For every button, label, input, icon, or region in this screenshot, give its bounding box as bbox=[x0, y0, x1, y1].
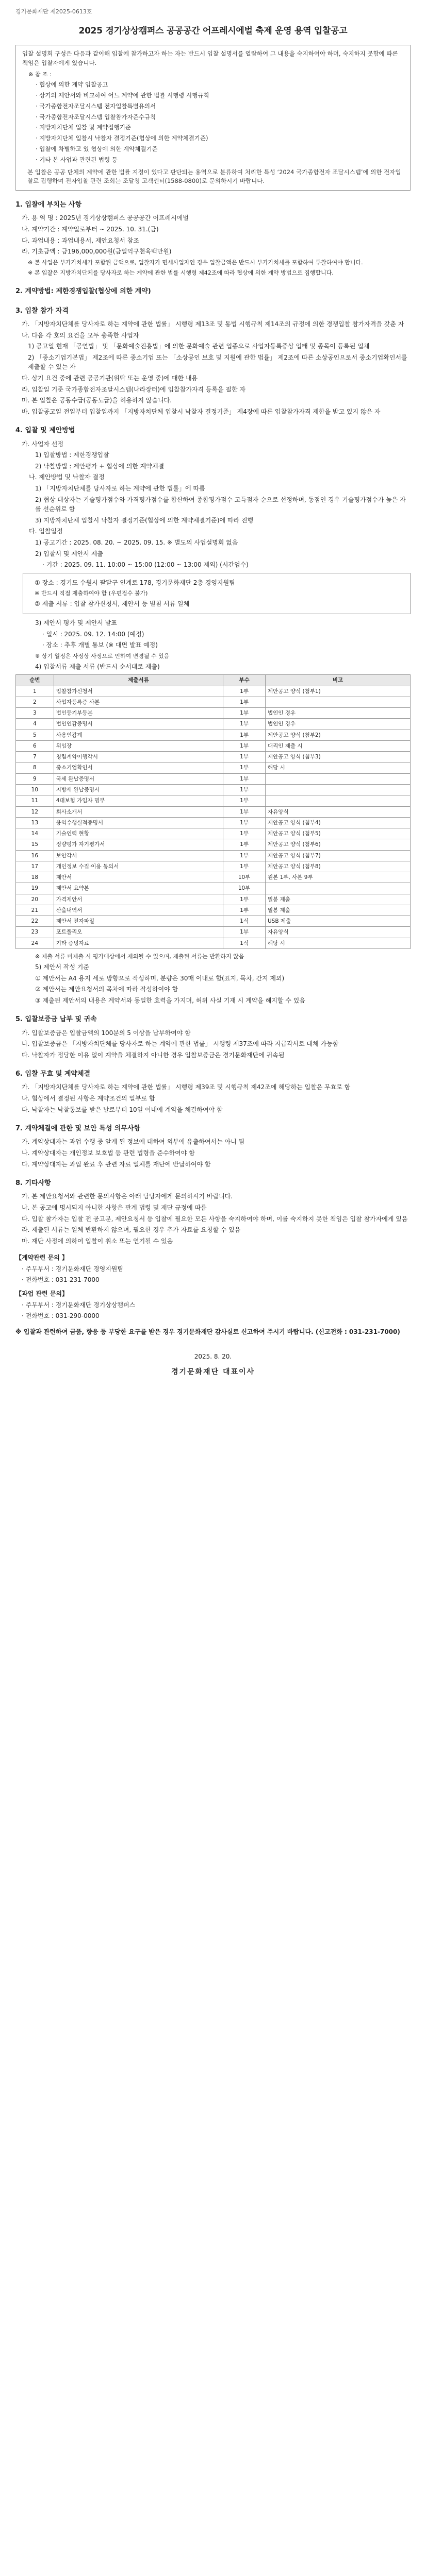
table-cell: 21 bbox=[16, 905, 54, 916]
section-7-item: 다. 계약상대자는 과업 완료 후 관련 자료 일체를 재단에 반납하여야 함 bbox=[22, 1160, 211, 1168]
table-cell: 16 bbox=[16, 850, 54, 861]
table-row bbox=[16, 719, 411, 730]
notice-item: · 상기의 제안서와 비교하여 어느 계약에 관한 법률 시행령 시행규칙 bbox=[36, 91, 209, 99]
table-cell: 법인인 경우 bbox=[265, 708, 410, 719]
section-3-item: 나. 다음 각 호의 요건을 모두 충족한 사업자 bbox=[22, 331, 139, 339]
notice-box bbox=[15, 45, 411, 191]
table-row bbox=[16, 752, 411, 762]
table-row bbox=[16, 795, 411, 806]
table-cell: 4대보험 가입자 명부 bbox=[54, 795, 223, 806]
table-row bbox=[16, 894, 411, 905]
table-cell: USB 제출 bbox=[265, 916, 410, 927]
table-cell: 13 bbox=[16, 817, 54, 828]
table-cell: 국세 완납증명서 bbox=[54, 773, 223, 784]
section-2-title: 2. 계약방법: 제한경쟁입찰(협상에 의한 계약) bbox=[15, 287, 151, 295]
table-row bbox=[16, 883, 411, 894]
notice-items bbox=[22, 70, 404, 165]
table-cell: 원본 1부, 사본 9부 bbox=[265, 872, 410, 883]
table-row bbox=[16, 785, 411, 795]
table-header-cell: 제출서류 bbox=[54, 675, 223, 686]
section-5-item: 나. 입찰보증금은 「지방자치단체를 당사자로 하는 계약에 관한 법률」 시행령 제37조에 따라 지급각서로 대체 가능함 bbox=[22, 1040, 339, 1048]
table-header-cell: 순번 bbox=[16, 675, 54, 686]
table-cell: 기타 증빙자료 bbox=[54, 938, 223, 948]
table-cell: 입찰참가신청서 bbox=[54, 686, 223, 697]
table-cell: 14 bbox=[16, 828, 54, 839]
table-cell: 지방세 완납증명서 bbox=[54, 785, 223, 795]
table-row bbox=[16, 817, 411, 828]
contact-warning: ※ 입찰과 관련하여 금품, 향응 등 부당한 요구를 받은 경우 경기문화재단 감사실로 신고하여 주시기 바랍니다. (신고전화 : 031-231-7000) bbox=[15, 1328, 400, 1335]
table-cell: 1부 bbox=[223, 708, 266, 719]
table-row bbox=[16, 806, 411, 817]
section-3-item: 라. 입찰일 기준 국가종합전자조달시스템(나라장터)에 입찰참가자격 등록을 필한 자 bbox=[22, 385, 246, 393]
contact-org-2: · 주무부서 : 경기문화재단 경기상상캠퍼스 bbox=[22, 1301, 136, 1309]
table-cell: 11 bbox=[16, 795, 54, 806]
section-8-item: 가. 본 제안요청서와 관련한 문의사항은 아래 담당자에게 문의하시기 바랍니다. bbox=[22, 1193, 233, 1200]
table-cell: 1식 bbox=[223, 916, 266, 927]
table-row bbox=[16, 927, 411, 938]
section-3-items bbox=[22, 319, 411, 416]
table-cell: 8 bbox=[16, 762, 54, 773]
table-cell: 제안공고 양식 (첨부7) bbox=[265, 850, 410, 861]
section-4-item: · 기간 : 2025. 09. 11. 10:00 ~ 15:00 (12:00 ~ 13:00 제외) (시간엄수) bbox=[42, 561, 249, 569]
table-cell: 1부 bbox=[223, 773, 266, 784]
table-cell: 1부 bbox=[223, 762, 266, 773]
section-4-item: 1) 공고기간 : 2025. 08. 20. ~ 2025. 09. 15. ※ 별도의 사업설명회 없음 bbox=[35, 538, 238, 546]
evaluation-item: ※ 상기 일정은 사정상 사정으로 인하여 변경될 수 있음 bbox=[35, 652, 170, 659]
table-cell: 17 bbox=[16, 861, 54, 872]
table-cell: 법인인 경우 bbox=[265, 719, 410, 730]
table-cell: 1부 bbox=[223, 927, 266, 938]
table-cell: 5 bbox=[16, 730, 54, 740]
section-6-items bbox=[22, 1082, 411, 1114]
table-cell: 1부 bbox=[223, 730, 266, 740]
table-cell: 1부 bbox=[223, 850, 266, 861]
section-3-item: 다. 상기 요건 중에 관련 공공기관(위탁 또는 운영 중)에 대한 내용 bbox=[22, 375, 198, 382]
section-4-after-item: ③ 제출된 제안서의 내용은 계약서와 동일한 효력을 가지며, 허위 사실 기재 시 계약을 해지할 수 있음 bbox=[35, 996, 305, 1004]
table-cell: 24 bbox=[16, 938, 54, 948]
submission-location-box bbox=[23, 573, 411, 614]
table-cell: 사업자등록증 사본 bbox=[54, 697, 223, 707]
table-row bbox=[16, 872, 411, 883]
table-row bbox=[16, 740, 411, 751]
evaluation-items bbox=[29, 618, 411, 671]
section-4-after-item: ※ 제출 서류 미제출 시 평가대상에서 제외될 수 있으며, 제출된 서류는 반환하지 않음 bbox=[35, 953, 244, 960]
document-title: 2025 경기상상캠퍼스 공공공간 어프레시에벌 축제 운영 용역 입찰공고 bbox=[78, 26, 348, 37]
contact-tel-2: · 전화번호 : 031-290-0000 bbox=[22, 1312, 100, 1320]
section-8-item: 나. 본 공고에 명시되지 아니한 사항은 관계 법령 및 재단 규정에 따름 bbox=[22, 1204, 207, 1211]
section-5-title: 5. 입찰보증금 납부 및 귀속 bbox=[15, 1015, 97, 1024]
table-cell: 밀봉 제출 bbox=[265, 905, 410, 916]
table-row bbox=[16, 828, 411, 839]
document-date: 2025. 8. 20. bbox=[194, 1353, 232, 1361]
table-row bbox=[16, 773, 411, 784]
table-cell: 1부 bbox=[223, 686, 266, 697]
table-cell: 1부 bbox=[223, 752, 266, 762]
table-row bbox=[16, 708, 411, 719]
table-cell: 대리인 제출 시 bbox=[265, 740, 410, 751]
section-1-item: 가. 용 역 명 : 2025년 경기상상캠퍼스 공공공간 어프레시에벌 bbox=[22, 214, 189, 222]
table-header-cell: 부수 bbox=[223, 675, 266, 686]
table-cell: 제안공고 양식 (첨부4) bbox=[265, 817, 410, 828]
table-cell: 1부 bbox=[223, 894, 266, 905]
section-4-after-item: ① 제안서는 A4 용지 세로 방향으로 작성하며, 분량은 30매 이내로 함(표지, 목차, 간지 제외) bbox=[35, 974, 285, 982]
table-header-row bbox=[16, 675, 411, 686]
section-7-title: 7. 계약체결에 관한 및 보안 특성 의무사항 bbox=[15, 1125, 141, 1133]
document-number: 경기문화재단 제2025-0613호 bbox=[15, 8, 92, 15]
section-3-title: 3. 입찰 참가 자격 bbox=[15, 307, 69, 315]
section-4-after-item: ② 제안서는 제안요청서의 목차에 따라 작성하여야 함 bbox=[35, 986, 178, 993]
section-1-title: 1. 입찰에 부치는 사항 bbox=[15, 201, 82, 209]
notice-item: · 국가종합전자조달시스템 전자입찰특별유의서 bbox=[36, 102, 156, 110]
table-cell: 22 bbox=[16, 916, 54, 927]
table-cell: 위임장 bbox=[54, 740, 223, 751]
table-cell bbox=[265, 773, 410, 784]
table-row bbox=[16, 762, 411, 773]
section-1-item: 나. 계약기간 : 계약일로부터 ~ 2025. 10. 31.(금) bbox=[22, 225, 159, 233]
table-cell: 2 bbox=[16, 697, 54, 707]
section-4-item: 1) 「지방자치단체를 당사자로 하는 계약에 관한 법률」에 따름 bbox=[35, 484, 205, 492]
section-1-item: 다. 과업내용 : 과업내용서, 제안요청서 참조 bbox=[22, 236, 139, 244]
table-cell: 3 bbox=[16, 708, 54, 719]
section-4-item: 2) 협상 대상자는 기술평가점수와 가격평가점수를 합산하여 종합평가점수 고득점자 순으로 선정하며, 동점인 경우 기술평가점수가 높은 자를 선순위로 함 bbox=[35, 496, 406, 513]
table-cell: 1부 bbox=[223, 861, 266, 872]
document-page bbox=[15, 0, 411, 1399]
section-7-item: 가. 계약상대자는 과업 수행 중 알게 된 정보에 대하여 외부에 유출하여서는 아니 됨 bbox=[22, 1138, 245, 1146]
table-cell: 제안공고 양식 (첨부2) bbox=[265, 730, 410, 740]
table-cell: 정량평가 자기평가서 bbox=[54, 839, 223, 850]
table-cell: 15 bbox=[16, 839, 54, 850]
section-4-after-items bbox=[29, 952, 411, 1005]
section-5-items bbox=[22, 1028, 411, 1060]
submission-location-item: ① 장소 : 경기도 수원시 팔달구 인계로 178, 경기문화재단 2층 경영지원팀 bbox=[35, 579, 235, 586]
table-cell: 10 bbox=[16, 785, 54, 795]
notice-item: · 협상에 의한 계약 입찰공고 bbox=[36, 81, 108, 89]
table-cell: 7 bbox=[16, 752, 54, 762]
section-6-item: 가. 「지방자치단체를 당사자로 하는 계약에 관한 법률」 시행령 제39조 및 시행규칙 제42조에 해당하는 입찰은 무효로 함 bbox=[22, 1083, 351, 1091]
table-cell bbox=[265, 883, 410, 894]
table-cell: 10부 bbox=[223, 883, 266, 894]
section-8-item: 라. 제출된 서류는 일체 반환하지 않으며, 필요한 경우 추가 자료를 요청할 수 있음 bbox=[22, 1226, 241, 1234]
evaluation-item: 3) 제안서 평가 및 제안서 발표 bbox=[35, 619, 117, 626]
section-4-item: 1) 입찰방법 : 제한경쟁입찰 bbox=[35, 451, 109, 459]
table-cell: 기술인력 현황 bbox=[54, 828, 223, 839]
section-1-item: 라. 기초금액 : 금196,000,000원(금일억구천육백만원) bbox=[22, 248, 172, 256]
evaluation-item: 4) 입찰서류 제출 서류 (반드시 순서대로 제출) bbox=[35, 663, 160, 670]
table-cell: 9 bbox=[16, 773, 54, 784]
section-1-items bbox=[22, 213, 411, 277]
table-header-cell: 비고 bbox=[265, 675, 410, 686]
table-cell: 사용인감계 bbox=[54, 730, 223, 740]
table-body bbox=[16, 686, 411, 948]
table-cell: 중소기업확인서 bbox=[54, 762, 223, 773]
table-cell: 제안공고 양식 (첨부6) bbox=[265, 839, 410, 850]
section-8-item: 마. 재단 사정에 의하여 입찰이 취소 또는 연기될 수 있음 bbox=[22, 1237, 173, 1245]
table-cell: 보안각서 bbox=[54, 850, 223, 861]
section-7-item: 나. 계약상대자는 개인정보 보호법 등 관련 법령을 준수하여야 함 bbox=[22, 1149, 195, 1157]
section-4-item: 나. 제안방법 및 낙찰자 결정 bbox=[29, 473, 105, 481]
section-4-items bbox=[29, 450, 411, 570]
table-cell: 1부 bbox=[223, 828, 266, 839]
table-cell: 1부 bbox=[223, 795, 266, 806]
section-4-item: 다. 입찰일정 bbox=[29, 528, 63, 535]
notice-item: · 입찰에 차별하고 있 협상에 의한 계약체결기준 bbox=[36, 145, 158, 152]
section-3-item: 바. 입찰공고일 전일부터 입찰일까지 「지방자치단체 입찰시 낙찰자 결정기준」 제4장에 따른 입찰참가자격 제한을 받고 있지 않은 자 bbox=[22, 408, 381, 415]
table-cell: 가격제안서 bbox=[54, 894, 223, 905]
table-cell: 제안공고 양식 (첨부3) bbox=[265, 752, 410, 762]
contact-org-1: · 주무부서 : 경기문화재단 경영지원팀 bbox=[22, 1265, 123, 1273]
notice-note: 본 입찰은 공공 단체의 계약에 관한 법률 지정이 있다고 판단되는 용역으로 분류하여 처리한 특성 ‘2024 국가종합전자 조달시스템’에 의한 전자입찰로 집행하며 전자입찰 관련 조회는 조달청 고객센터(1588-0800)로 문의하시기 바랍니다. bbox=[27, 168, 401, 185]
contact-tel-1: · 전화번호 : 031-231-7000 bbox=[22, 1276, 100, 1284]
section-4-item: 3) 지방자치단체 입찰시 낙찰자 결정기준(협상에 의한 계약체결기준)에 따라 진행 bbox=[35, 516, 254, 524]
table-cell: 23 bbox=[16, 927, 54, 938]
submission-location-items bbox=[28, 578, 405, 609]
table-cell: 포트폴리오 bbox=[54, 927, 223, 938]
table-cell: 20 bbox=[16, 894, 54, 905]
table-cell: 4 bbox=[16, 719, 54, 730]
section-5-item: 다. 낙찰자가 정당한 이유 없이 계약을 체결하지 아니한 경우 입찰보증금은 경기문화재단에 귀속됨 bbox=[22, 1051, 285, 1059]
section-5-item: 가. 입찰보증금은 입찰금액의 100분의 5 이상을 납부하여야 함 bbox=[22, 1029, 191, 1037]
table-cell: 산출내역서 bbox=[54, 905, 223, 916]
table-cell: 제안공고 양식 (첨부8) bbox=[265, 861, 410, 872]
table-cell: 1부 bbox=[223, 697, 266, 707]
contact-title-2: 【과업 관련 문의】 bbox=[15, 1290, 68, 1298]
table-row bbox=[16, 839, 411, 850]
table-cell: 해당 시 bbox=[265, 762, 410, 773]
table-cell: 회사소개서 bbox=[54, 806, 223, 817]
table-cell: 1부 bbox=[223, 785, 266, 795]
table-cell: 19 bbox=[16, 883, 54, 894]
contact-block bbox=[15, 1253, 411, 1336]
notice-intro: 입찰 설명회 구성은 다음과 같이해 입찰에 참가하고자 하는 자는 반드시 입찰 설명서를 열람하여 그 내용을 숙지하여야 하며, 숙지하지 못함에 따른 책임은 입찰자에게 있습니다. bbox=[22, 50, 398, 67]
table-cell: 1부 bbox=[223, 817, 266, 828]
section-4-sub-a: 가. 사업자 선정 bbox=[22, 440, 63, 448]
table-cell: 10부 bbox=[223, 872, 266, 883]
table-row bbox=[16, 905, 411, 916]
table-cell: 용역수행실적증명서 bbox=[54, 817, 223, 828]
table-row bbox=[16, 697, 411, 707]
notice-item: · 국가종합전자조달시스템 입찰참가자준수규칙 bbox=[36, 113, 156, 121]
table-row bbox=[16, 850, 411, 861]
table-cell: 1부 bbox=[223, 806, 266, 817]
table-row bbox=[16, 916, 411, 927]
section-8-items bbox=[22, 1192, 411, 1246]
table-row bbox=[16, 730, 411, 740]
table-row bbox=[16, 686, 411, 697]
table-cell: 1부 bbox=[223, 740, 266, 751]
table-cell: 1부 bbox=[223, 719, 266, 730]
section-8-title: 8. 기타사항 bbox=[15, 1179, 51, 1188]
table-cell: 제안서 전자파일 bbox=[54, 916, 223, 927]
table-cell: 개인정보 수집·이용 동의서 bbox=[54, 861, 223, 872]
section-4-item: 2) 낙찰방법 : 제안평가 + 협상에 의한 계약체결 bbox=[35, 462, 165, 470]
table-cell: 1 bbox=[16, 686, 54, 697]
table-cell bbox=[265, 795, 410, 806]
section-6-item: 나. 협상에서 결정된 사항은 계약조건의 일부로 함 bbox=[22, 1095, 155, 1103]
table-cell bbox=[265, 785, 410, 795]
table-row bbox=[16, 938, 411, 948]
section-3-item: 가. 「지방자치단체를 당사자로 하는 계약에 관한 법률」 시행령 제13조 및 동법 시행규칙 제14조의 규정에 의한 경쟁입찰 참가자격을 갖춘 자 bbox=[22, 320, 404, 328]
submission-location-item: ② 제출 서류 : 입찰 참가신청서, 제안서 등 별첨 서류 일체 bbox=[35, 600, 190, 608]
section-3-item: 마. 본 입찰은 공동수급(공동도급)을 허용하지 않습니다. bbox=[22, 397, 172, 404]
evaluation-item: · 장소 : 추후 개별 통보 (※ 대면 발표 예정) bbox=[42, 641, 158, 649]
section-1-item: ※ 본 입찰은 지방자치단체를 당사자로 하는 계약에 관한 법률 시행령 제42조에 따라 협상에 의한 계약 방법으로 집행합니다. bbox=[28, 269, 334, 276]
section-4-title: 4. 입찰 및 제안방법 bbox=[15, 427, 75, 435]
table-cell: 청렴계약이행각서 bbox=[54, 752, 223, 762]
table-cell: 자유양식 bbox=[265, 927, 410, 938]
notice-item: ※ 참 조 : bbox=[28, 71, 52, 78]
table-cell: 법인인감증명서 bbox=[54, 719, 223, 730]
notice-item: · 지방자치단체 입찰시 낙찰자 결정기준(협상에 의한 계약체결기준) bbox=[36, 134, 208, 142]
section-3-item: 2) 「중소기업기본법」 제2조에 따른 중소기업 또는 「소상공인 보호 및 지원에 관한 법률」 제2조에 따른 소상공인으로서 중소기업확인서를 제출할 수 있는 자 bbox=[28, 353, 407, 371]
evaluation-item: · 일시 : 2025. 09. 12. 14:00 (예정) bbox=[42, 630, 144, 638]
table-cell: 1식 bbox=[223, 938, 266, 948]
table-row bbox=[16, 861, 411, 872]
table-cell: 1부 bbox=[223, 839, 266, 850]
contact-title-1: 【계약관련 문의 】 bbox=[15, 1254, 68, 1262]
table-cell: 밀봉 제출 bbox=[265, 894, 410, 905]
table-cell: 제안서 요약본 bbox=[54, 883, 223, 894]
document-issuer: 경기문화재단 대표이사 bbox=[171, 1368, 255, 1377]
section-6-item: 다. 낙찰자는 낙찰통보를 받은 날로부터 10일 이내에 계약을 체결하여야 함 bbox=[22, 1106, 223, 1113]
section-1-item: ※ 본 사업은 부가가치세가 포함된 금액으로, 입찰자가 면세사업자인 경우 입찰금액은 반드시 부가가치세를 포함하여 투찰하여야 합니다. bbox=[28, 259, 363, 266]
notice-item: · 지방자치단체 입찰 및 계약집행기준 bbox=[36, 124, 131, 131]
submission-location-item: ※ 반드시 직접 제출하여야 함 (우편접수 불가) bbox=[35, 590, 148, 597]
table-cell: 제안서 bbox=[54, 872, 223, 883]
table-cell: 6 bbox=[16, 740, 54, 751]
table-cell: 제안공고 양식 (첨부1) bbox=[265, 686, 410, 697]
table-cell: 12 bbox=[16, 806, 54, 817]
table-cell: 제안공고 양식 (첨부5) bbox=[265, 828, 410, 839]
section-3-item: 1) 공고일 현재 「공연법」 및 「문화예술진흥법」에 의한 문화예술 관련 업종으로 사업자등록증상 업태 및 종목이 등록된 업체 bbox=[28, 343, 370, 350]
section-4-after-item: 5) 제안서 작성 기준 bbox=[35, 963, 89, 971]
notice-item: · 기타 본 사업과 관련된 법령 등 bbox=[36, 156, 118, 163]
table-cell: 자유양식 bbox=[265, 806, 410, 817]
section-4-item: 2) 입찰서 및 제안서 제출 bbox=[35, 550, 103, 557]
section-7-items bbox=[22, 1137, 411, 1169]
table-cell: 18 bbox=[16, 872, 54, 883]
table-cell: 1부 bbox=[223, 905, 266, 916]
section-8-item: 다. 입찰 참가자는 입찰 전 공고문, 제안요청서 등 입찰에 필요한 모든 사항을 숙지하여야 하며, 이를 숙지하지 못한 책임은 입찰 참가자에게 있음 bbox=[22, 1215, 408, 1223]
table-cell: 해당 시 bbox=[265, 938, 410, 948]
submission-documents-table bbox=[15, 674, 411, 949]
table-cell bbox=[265, 697, 410, 707]
table-cell: 법인등기부등본 bbox=[54, 708, 223, 719]
section-6-title: 6. 입찰 무효 및 계약체결 bbox=[15, 1070, 91, 1078]
